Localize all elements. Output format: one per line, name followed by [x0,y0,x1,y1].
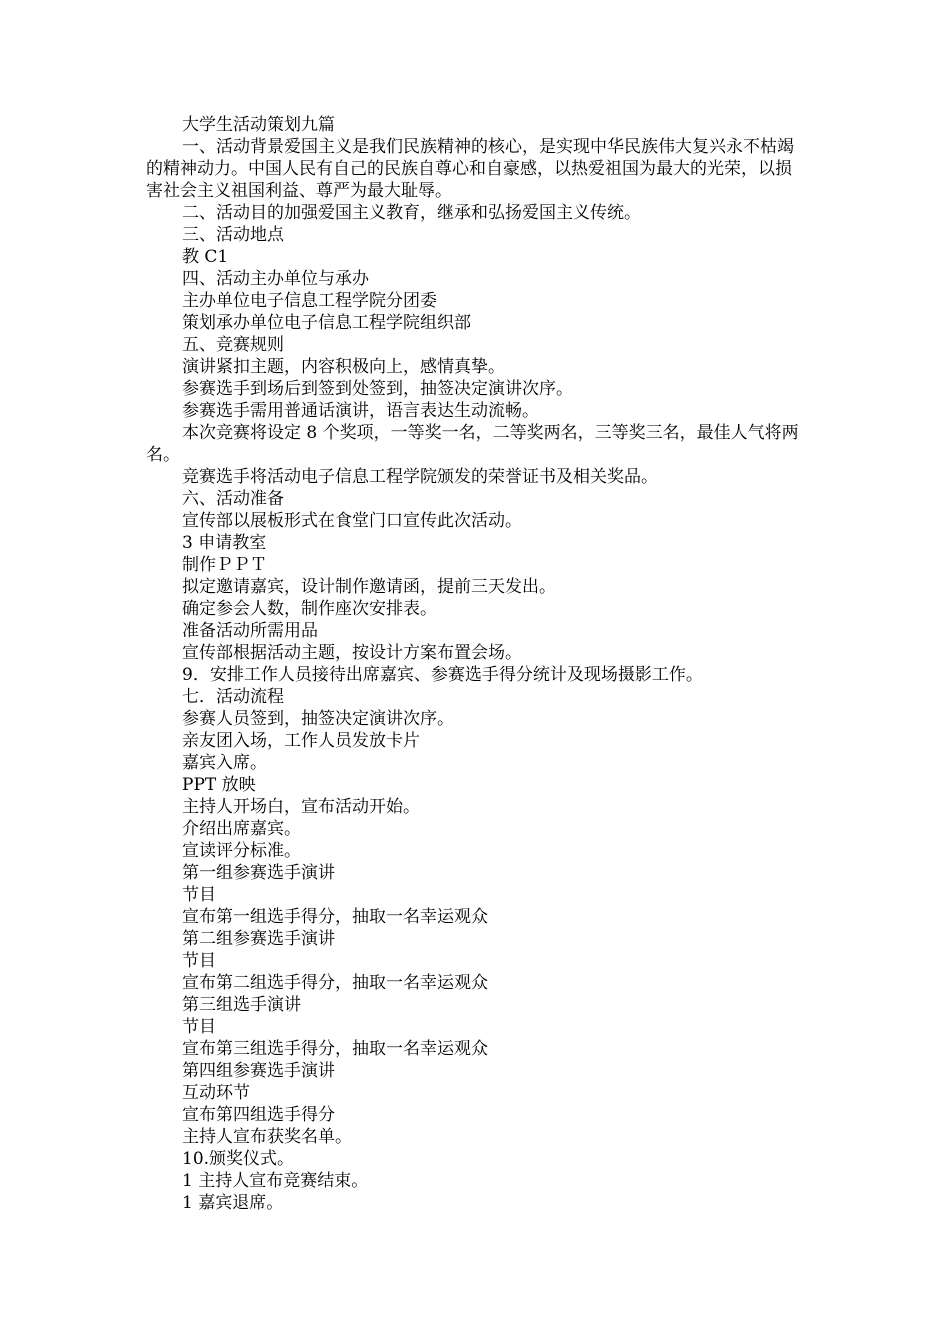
section-heading: 五、竞赛规则 [182,335,284,355]
paragraph: 宣布第一组选手得分，抽取一名幸运观众 [182,907,488,927]
paragraph: 节目 [182,1017,216,1037]
paragraph: 二、活动目的加强爱国主义教育，继承和弘扬爱国主义传统。 [182,203,641,223]
paragraph: 参赛选手需用普通话演讲，语言表达生动流畅。 [182,401,539,421]
paragraph: 宣读评分标准。 [182,841,301,861]
paragraph: 一、活动背景爱国主义是我们民族精神的核心，是实现中华民族伟大复兴永不枯竭的精神动力。中国人民有自己的民族自尊心和自豪感，以热爱祖国为最大的光荣，以损害社会主义祖国利益、尊严为最大耻辱。 [146,137,794,201]
paragraph: 第二组参赛选手演讲 [182,929,335,949]
paragraph: 10.颁奖仪式。 [182,1149,295,1169]
section-heading: 七．活动流程 [182,687,284,707]
paragraph: 1 嘉宾退席。 [182,1193,284,1213]
paragraph: 3 申请教室 [182,533,267,553]
paragraph: 节目 [182,885,216,905]
paragraph: 拟定邀请嘉宾，设计制作邀请函，提前三天发出。 [182,577,556,597]
paragraph: 宣布第四组选手得分 [182,1105,335,1125]
section-heading: 四、活动主办单位与承办 [182,269,369,289]
paragraph: 第四组参赛选手演讲 [182,1061,335,1081]
paragraph: 参赛人员签到，抽签决定演讲次序。 [182,709,454,729]
paragraph: 第三组选手演讲 [182,995,301,1015]
paragraph: 介绍出席嘉宾。 [182,819,301,839]
paragraph: 参赛选手到场后到签到处签到，抽签决定演讲次序。 [182,379,573,399]
document-title: 大学生活动策划九篇 [182,115,335,135]
paragraph: 宣布第二组选手得分，抽取一名幸运观众 [182,973,488,993]
paragraph: 宣传部根据活动主题，按设计方案布置会场。 [182,643,522,663]
document-body [146,114,800,1214]
paragraph: 宣传部以展板形式在食堂门口宣传此次活动。 [182,511,522,531]
paragraph: 演讲紧扣主题，内容积极向上，感情真挚。 [182,357,505,377]
paragraph: 节目 [182,951,216,971]
paragraph: 嘉宾入席。 [182,753,267,773]
paragraph: 1 主持人宣布竞赛结束。 [182,1171,369,1191]
paragraph: 亲友团入场，工作人员发放卡片 [182,731,420,751]
paragraph: 教 C1 [182,247,229,267]
paragraph: 第一组参赛选手演讲 [182,863,335,883]
paragraph: 确定参会人数，制作座次安排表。 [182,599,437,619]
paragraph: 互动环节 [182,1083,250,1103]
paragraph: 主持人开场白，宣布活动开始。 [182,797,420,817]
section-heading: 六、活动准备 [182,489,284,509]
paragraph: 策划承办单位电子信息工程学院组织部 [182,313,471,333]
paragraph: 准备活动所需用品 [182,621,318,641]
paragraph: 宣布第三组选手得分，抽取一名幸运观众 [182,1039,488,1059]
paragraph: 制作ＰＰＴ [182,555,267,575]
paragraph: 主办单位电子信息工程学院分团委 [182,291,437,311]
paragraph: 竞赛选手将活动电子信息工程学院颁发的荣誉证书及相关奖品。 [182,467,658,487]
paragraph: PPT 放映 [182,775,256,795]
section-heading: 三、活动地点 [182,225,284,245]
paragraph: 主持人宣布获奖名单。 [182,1127,352,1147]
paragraph: 9．安排工作人员接待出席嘉宾、参赛选手得分统计及现场摄影工作。 [182,665,703,685]
paragraph: 本次竞赛将设定 8 个奖项，一等奖一名，二等奖两名，三等奖三名，最佳人气将两名。 [146,423,799,465]
